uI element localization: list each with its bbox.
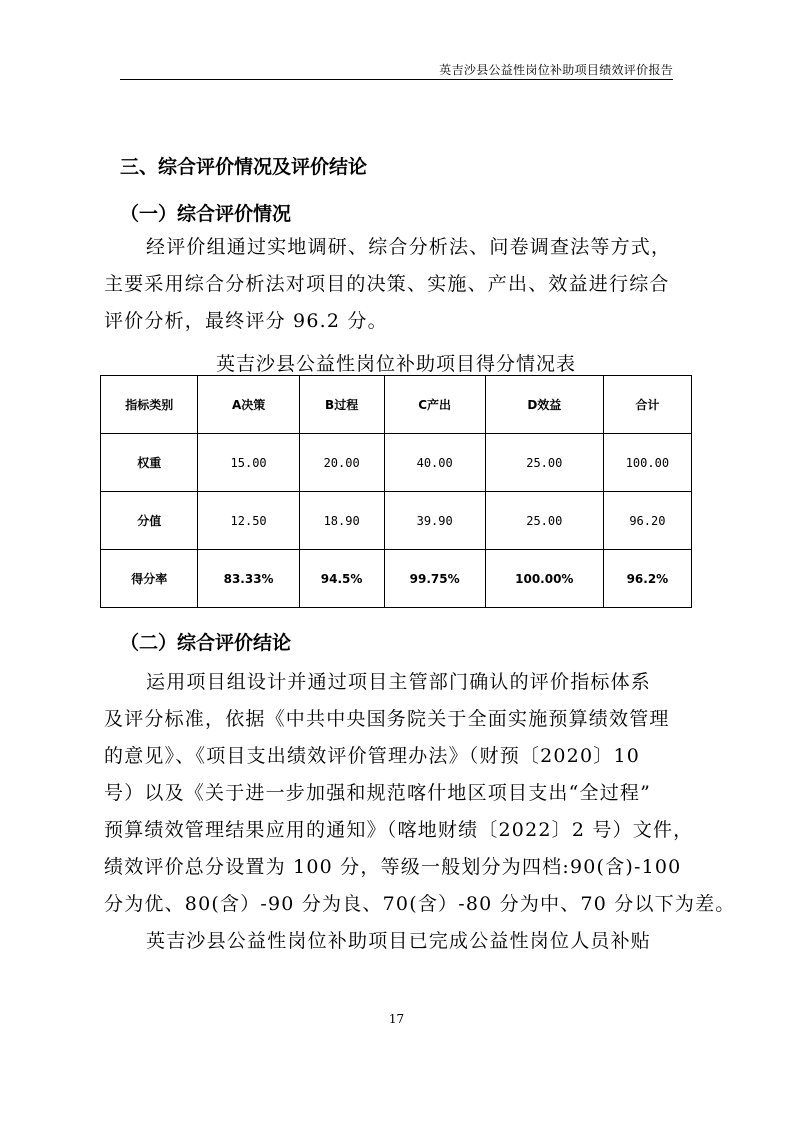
subsection-title-1: （一）综合评价情况	[120, 203, 292, 225]
table-cell: 12.50	[198, 492, 299, 550]
table-cell: 100.00%	[485, 550, 603, 608]
table-header-cell: C产出	[384, 376, 485, 434]
paragraph-1-line: 经评价组通过实地调研、综合分析法、问卷调查法等方式，	[146, 236, 672, 258]
table-caption: 英吉沙县公益性岗位补助项目得分情况表	[215, 353, 576, 375]
table-cell: 94.5%	[299, 550, 384, 608]
paragraph-1-line: 主要采用综合分析法对项目的决策、实施、产出、效益进行综合	[104, 273, 670, 295]
table-cell: 25.00	[485, 492, 603, 550]
paragraph-2-line: 预算绩效管理结果应用的通知》（喀地财绩〔2022〕2 号）文件，	[104, 819, 694, 841]
score-table	[100, 375, 692, 608]
paragraph-2-line: 的意见》、《项目支出绩效评价管理办法》（财预〔2020〕10	[104, 745, 641, 767]
table-cell: 83.33%	[198, 550, 299, 608]
paragraph-1-line: 评价分析，最终评分 96.2 分。	[104, 310, 388, 332]
table-header-cell: 指标类别	[101, 376, 198, 434]
table-cell: 18.90	[299, 492, 384, 550]
header-rule	[120, 79, 673, 80]
table-header-cell: A决策	[198, 376, 299, 434]
table-header-cell: 合计	[603, 376, 691, 434]
paragraph-2-line: 绩效评价总分设置为 100 分，等级一般划分为四档:90(含)-100	[104, 856, 682, 878]
table-cell: 96.20	[603, 492, 691, 550]
paragraph-2-line: 号）以及《关于进一步加强和规范喀什地区项目支出“全过程”	[104, 782, 652, 804]
table-row-label: 权重	[101, 434, 198, 492]
table-cell: 39.90	[384, 492, 485, 550]
table-header-cell: B过程	[299, 376, 384, 434]
table-cell: 96.2%	[603, 550, 691, 608]
paragraph-2-line: 分为优、80(含）-90 分为良、70(含）-80 分为中、70 分以下为差。	[104, 893, 736, 915]
paragraph-2-line: 运用项目组设计并通过项目主管部门确认的评价指标体系	[146, 671, 652, 693]
table-header-row	[101, 376, 692, 434]
subsection-title-2: （二）综合评价结论	[120, 632, 292, 654]
table-cell: 25.00	[485, 434, 603, 492]
table-row-label: 分值	[101, 492, 198, 550]
table-header-cell: D效益	[485, 376, 603, 434]
paragraph-1	[104, 229, 692, 340]
paragraph-2-line: 及评分标准，依据《中共中央国务院关于全面实施预算绩效管理	[104, 708, 670, 730]
section-title: 三、综合评价情况及评价结论	[120, 156, 368, 178]
table-row	[101, 434, 692, 492]
paragraph-3-line: 英吉沙县公益性岗位补助项目已完成公益性岗位人员补贴	[146, 930, 652, 952]
table-cell: 15.00	[198, 434, 299, 492]
table-cell: 20.00	[299, 434, 384, 492]
table-row-label: 得分率	[101, 550, 198, 608]
running-header: 英吉沙县公益性岗位补助项目绩效评价报告	[439, 63, 673, 77]
table-cell: 40.00	[384, 434, 485, 492]
table-cell: 100.00	[603, 434, 691, 492]
table-row	[101, 492, 692, 550]
page-number: 17	[388, 1012, 405, 1026]
table-cell: 99.75%	[384, 550, 485, 608]
table-row	[101, 550, 692, 608]
paragraph-2	[104, 664, 736, 960]
